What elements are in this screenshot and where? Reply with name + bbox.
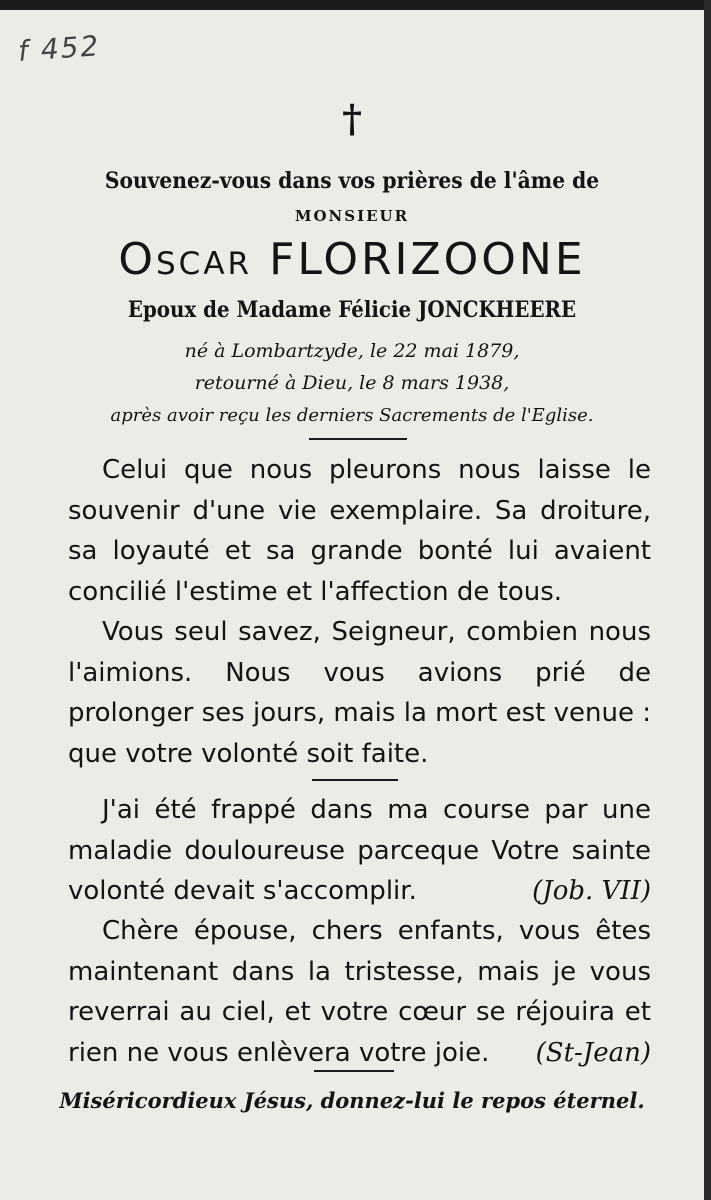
birth-line: né à Lombartzyde, le 22 mai 1879, — [184, 340, 520, 362]
quote-reference: (St-Jean) — [535, 1037, 651, 1068]
paragraph-quote-john — [68, 911, 651, 1073]
divider — [309, 438, 407, 440]
handwritten-annotation: f 452 — [16, 29, 102, 68]
paragraph-quote-job — [68, 790, 651, 912]
divider — [312, 779, 398, 781]
divider — [314, 1070, 394, 1072]
closing-invocation: Miséricordieux Jésus, donnez-lui le repos éternel. — [59, 1088, 645, 1113]
quote-reference: (Job. VII) — [532, 876, 651, 906]
memorial-card — [0, 10, 707, 1200]
quote-text: Chère épouse, chers enfants, vous êtes maintenant dans la tristesse, mais je vous reverrai au ciel, et votre cœur se réjouira et rien ne vous enlèvera votre joie. — [68, 916, 651, 1068]
paragraph-prayer: Vous seul savez, Seigneur, combien nous l'aimions. Nous vous avions prié de prolonger ses jours, mais la mort est venue : que votre volonté soit faite. — [68, 617, 651, 769]
prayer-intro: Souvenez-vous dans vos prières de l'âme de — [104, 168, 600, 194]
death-line: retourné à Dieu, le 8 mars 1938, — [194, 372, 510, 394]
sacraments-line: après avoir reçu les derniers Sacrements de l'Eglise. — [110, 405, 594, 426]
first-name: Oscar — [118, 234, 253, 285]
spouse-line: Epoux de Madame Félicie JONCKHEERE — [127, 297, 577, 323]
title-label: MONSIEUR — [294, 207, 410, 225]
last-name: FLORIZOONE — [269, 234, 586, 285]
card-edge — [704, 0, 711, 1200]
deceased-name — [0, 234, 704, 285]
quote-text: J'ai été frappé dans ma course par une maladie douloureuse parceque Votre sainte volonté devait s'accomplir. — [68, 795, 651, 906]
paragraph-eulogy: Celui que nous pleurons nous laisse le souvenir d'une vie exemplaire. Sa droiture, sa loyauté et sa grande bonté lui avaient concilié l'estime et l'affection de tous. — [68, 455, 651, 607]
cross-icon: † — [342, 96, 362, 141]
